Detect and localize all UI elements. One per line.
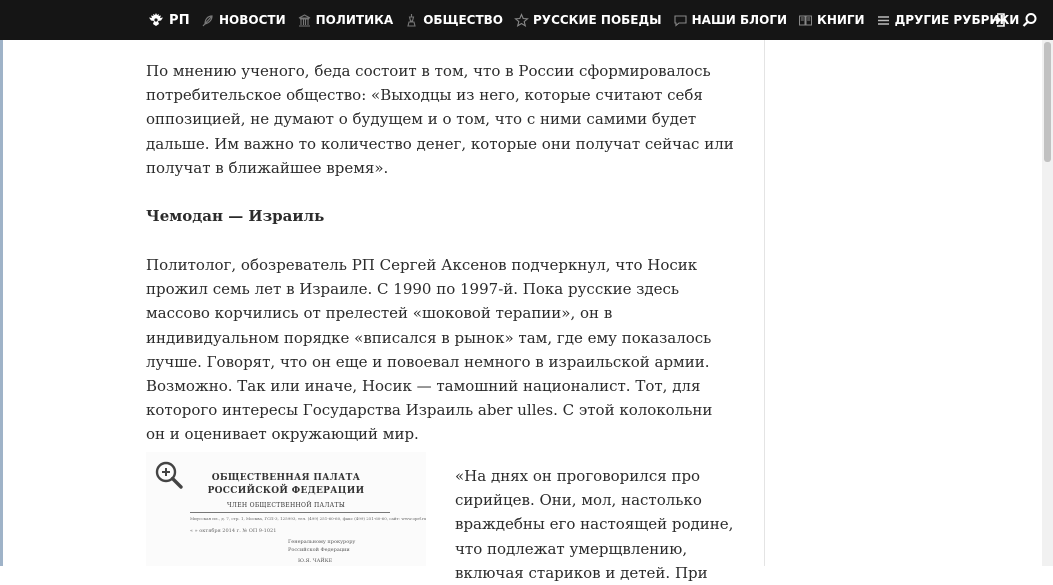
search-icon[interactable] (1021, 11, 1039, 29)
left-border (0, 40, 3, 566)
document-subheading: ЧЛЕН ОБЩЕСТВЕННОЙ ПАЛАТЫ (226, 502, 346, 509)
document-heading: ОБЩЕСТВЕННАЯ ПАЛАТА (211, 473, 361, 483)
header-actions (989, 0, 1053, 40)
main-nav (200, 0, 1030, 40)
star-icon (514, 13, 529, 28)
document-recipient: Российской Федерации (288, 547, 350, 553)
speech-bubble-icon (673, 13, 688, 28)
document-recipient: Ю.Я. ЧАЙКЕ (298, 558, 333, 564)
login-icon[interactable] (989, 11, 1007, 29)
article-quote: «На днях он проговорился про сирийцев. Они, мол, настолько враждебны его настоящей родине, что подлежат умерщвлению, включая стариков и детей. При (455, 467, 734, 582)
menu-icon (876, 13, 891, 28)
article-paragraph: По мнению ученого, беда состоит в том, что в России сформировалось потребительское общество: «Выходцы из него, которые считают себя оппозицией, не думают о будущем и о том, что с ними самими будет дальше. Им важно то количество денег, которые они получат сейчас или получат в ближайшее время». (146, 62, 734, 177)
nav-label: НОВОСТИ (219, 13, 286, 27)
nav-item-society[interactable] (404, 13, 503, 28)
document-address: Миусская пл., д. 7, стр. 1, Москва, ГСП-3, 125993, тел. (499) 251-60-60, факс (499) 251-60-60, сайт: www.oprf.ru (190, 516, 426, 521)
nav-label: ДРУГИЕ РУБРИКИ (894, 13, 1020, 27)
nav-item-our-blogs[interactable] (673, 13, 787, 28)
top-navigation-bar (0, 0, 1053, 40)
document-image[interactable] (146, 452, 426, 566)
document-recipient: Генеральному прокурору (288, 539, 356, 545)
book-icon (798, 13, 813, 28)
nav-item-politics[interactable] (297, 13, 394, 28)
document-rule (190, 512, 390, 513)
document-date: « » октября 2014 г. № ОП 9-1021 (190, 528, 277, 534)
article-paragraph: Политолог, обозреватель РП Сергей Аксенов подчеркнул, что Носик прожил семь лет в Израиле. С 1990 по 1997-й. Пока русские здесь массово корчились от прелестей «шоковой терапии», он в индивидуальном порядке «вписался в рынок» там, где ему показалось лучше. Говорят, что он еще и повоевал немного в израильской армии. Возможно. Так или иначе, Носик — тамошний националист. Тот, для которого интересы Государства Израиль aber ulles. С этой колокольни он и оценивает окружающий мир. (146, 256, 713, 444)
article-subheading: Чемодан — Израиль (146, 207, 325, 225)
building-icon (297, 13, 312, 28)
statue-icon (404, 13, 419, 28)
site-logo[interactable] (147, 0, 190, 40)
nav-label: ПОЛИТИКА (315, 13, 394, 27)
nav-item-russian-victories[interactable] (514, 13, 662, 28)
logo-text: РП (169, 12, 190, 28)
eagle-emblem-icon (147, 11, 165, 29)
nav-item-news[interactable] (200, 13, 286, 28)
feather-icon (200, 13, 215, 28)
nav-label: РУССКИЕ ПОБЕДЫ (533, 13, 662, 27)
nav-label: НАШИ БЛОГИ (691, 13, 788, 27)
scrollbar-thumb[interactable] (1044, 42, 1051, 162)
nav-item-books[interactable] (798, 13, 865, 28)
sidebar-divider (764, 40, 765, 566)
nav-label: КНИГИ (817, 13, 865, 27)
nav-label: ОБЩЕСТВО (423, 13, 504, 27)
document-heading: РОССИЙСКОЙ ФЕДЕРАЦИИ (207, 486, 365, 496)
